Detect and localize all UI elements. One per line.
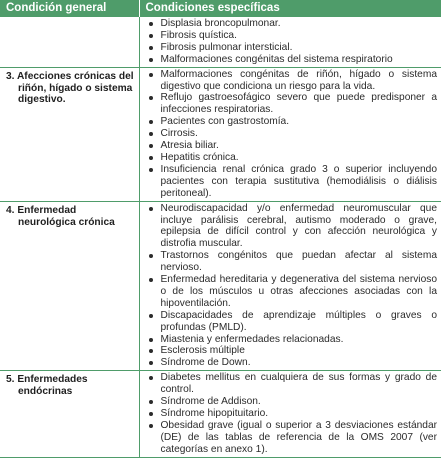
list-item: Insuficiencia renal crónica grado 3 o superior incluyendo pacientes con terapia sustitutiva (hemodiálisis o diálisis peritoneal). (146, 164, 438, 200)
list-item: Pacientes con gastrostomía. (146, 116, 438, 128)
specific-conditions-list (146, 203, 438, 370)
list-item: Displasia broncopulmonar. (146, 18, 438, 30)
list-item: Diabetes mellitus en cualquiera de sus formas y grado de control. (146, 372, 438, 396)
specific-conditions-list (146, 372, 438, 455)
table-body (0, 17, 441, 457)
list-item: Síndrome de Down. (146, 357, 438, 369)
general-condition-cell (0, 67, 139, 201)
list-item: Fibrosis quística. (146, 30, 438, 42)
general-condition-label: 5. Enfermedades endócrinas (6, 374, 88, 398)
table-row (0, 371, 441, 457)
list-item: Miastenia y enfermedades relacionadas. (146, 334, 438, 346)
list-item: Neurodiscapacidad y/o enfermedad neuromuscular que incluye parálisis cerebral, autismo moderado o grave, epilepsia de difícil control y con afección neurológica y distrofia muscular. (146, 203, 438, 251)
list-item: Hepatitis crónica. (146, 152, 438, 164)
general-condition-cell (0, 17, 139, 67)
specific-conditions-list (146, 18, 438, 66)
list-item: Síndrome de Addison. (146, 396, 438, 408)
list-item: Esclerosis múltiple (146, 345, 438, 357)
general-condition-cell (0, 371, 139, 457)
header-general-condition: Condición general (0, 0, 139, 17)
specific-conditions-list (146, 69, 438, 200)
list-item: Discapacidades de aprendizaje múltiples o graves o profundas (PMLD). (146, 310, 438, 334)
list-item: Trastornos congénitos que puedan afectar al sistema nervioso. (146, 250, 438, 274)
general-condition-label: 3. Afecciones crónicas del riñón, hígado o sistema digestivo. (6, 70, 134, 106)
list-item: Síndrome hipopituitario. (146, 408, 438, 420)
header-specific-conditions: Condiciones específicas (139, 0, 441, 17)
specific-conditions-cell (139, 17, 441, 67)
general-condition-label: 4. Enfermedad neurológica crónica (6, 204, 115, 228)
list-item: Obesidad grave (igual o superior a 3 desviaciones estándar (DE) de las tablas de referencia de la OMS 2007 (ver categorías en anexo 1). (146, 420, 438, 456)
specific-conditions-cell (139, 201, 441, 371)
table-row (0, 67, 441, 201)
list-item: Fibrosis pulmonar intersticial. (146, 42, 438, 54)
list-item: Reflujo gastroesofágico severo que puede predisponer a infecciones respiratorias. (146, 92, 438, 116)
list-item: Enfermedad hereditaria y degenerativa del sistema nervioso o de los músculos u otras afecciones asociadas con la hipoventilación. (146, 274, 438, 310)
specific-conditions-cell (139, 67, 441, 201)
list-item: Atresia biliar. (146, 140, 438, 152)
list-item: Cirrosis. (146, 128, 438, 140)
general-condition-cell (0, 201, 139, 371)
table-header (0, 0, 441, 17)
table-row (0, 201, 441, 371)
table-row (0, 17, 441, 67)
list-item: Malformaciones congénitas de riñón, hígado o sistema digestivo que condiciona un riesgo para la vida. (146, 69, 438, 93)
list-item: Malformaciones congénitas del sistema respiratorio (146, 54, 438, 66)
specific-conditions-cell (139, 371, 441, 457)
